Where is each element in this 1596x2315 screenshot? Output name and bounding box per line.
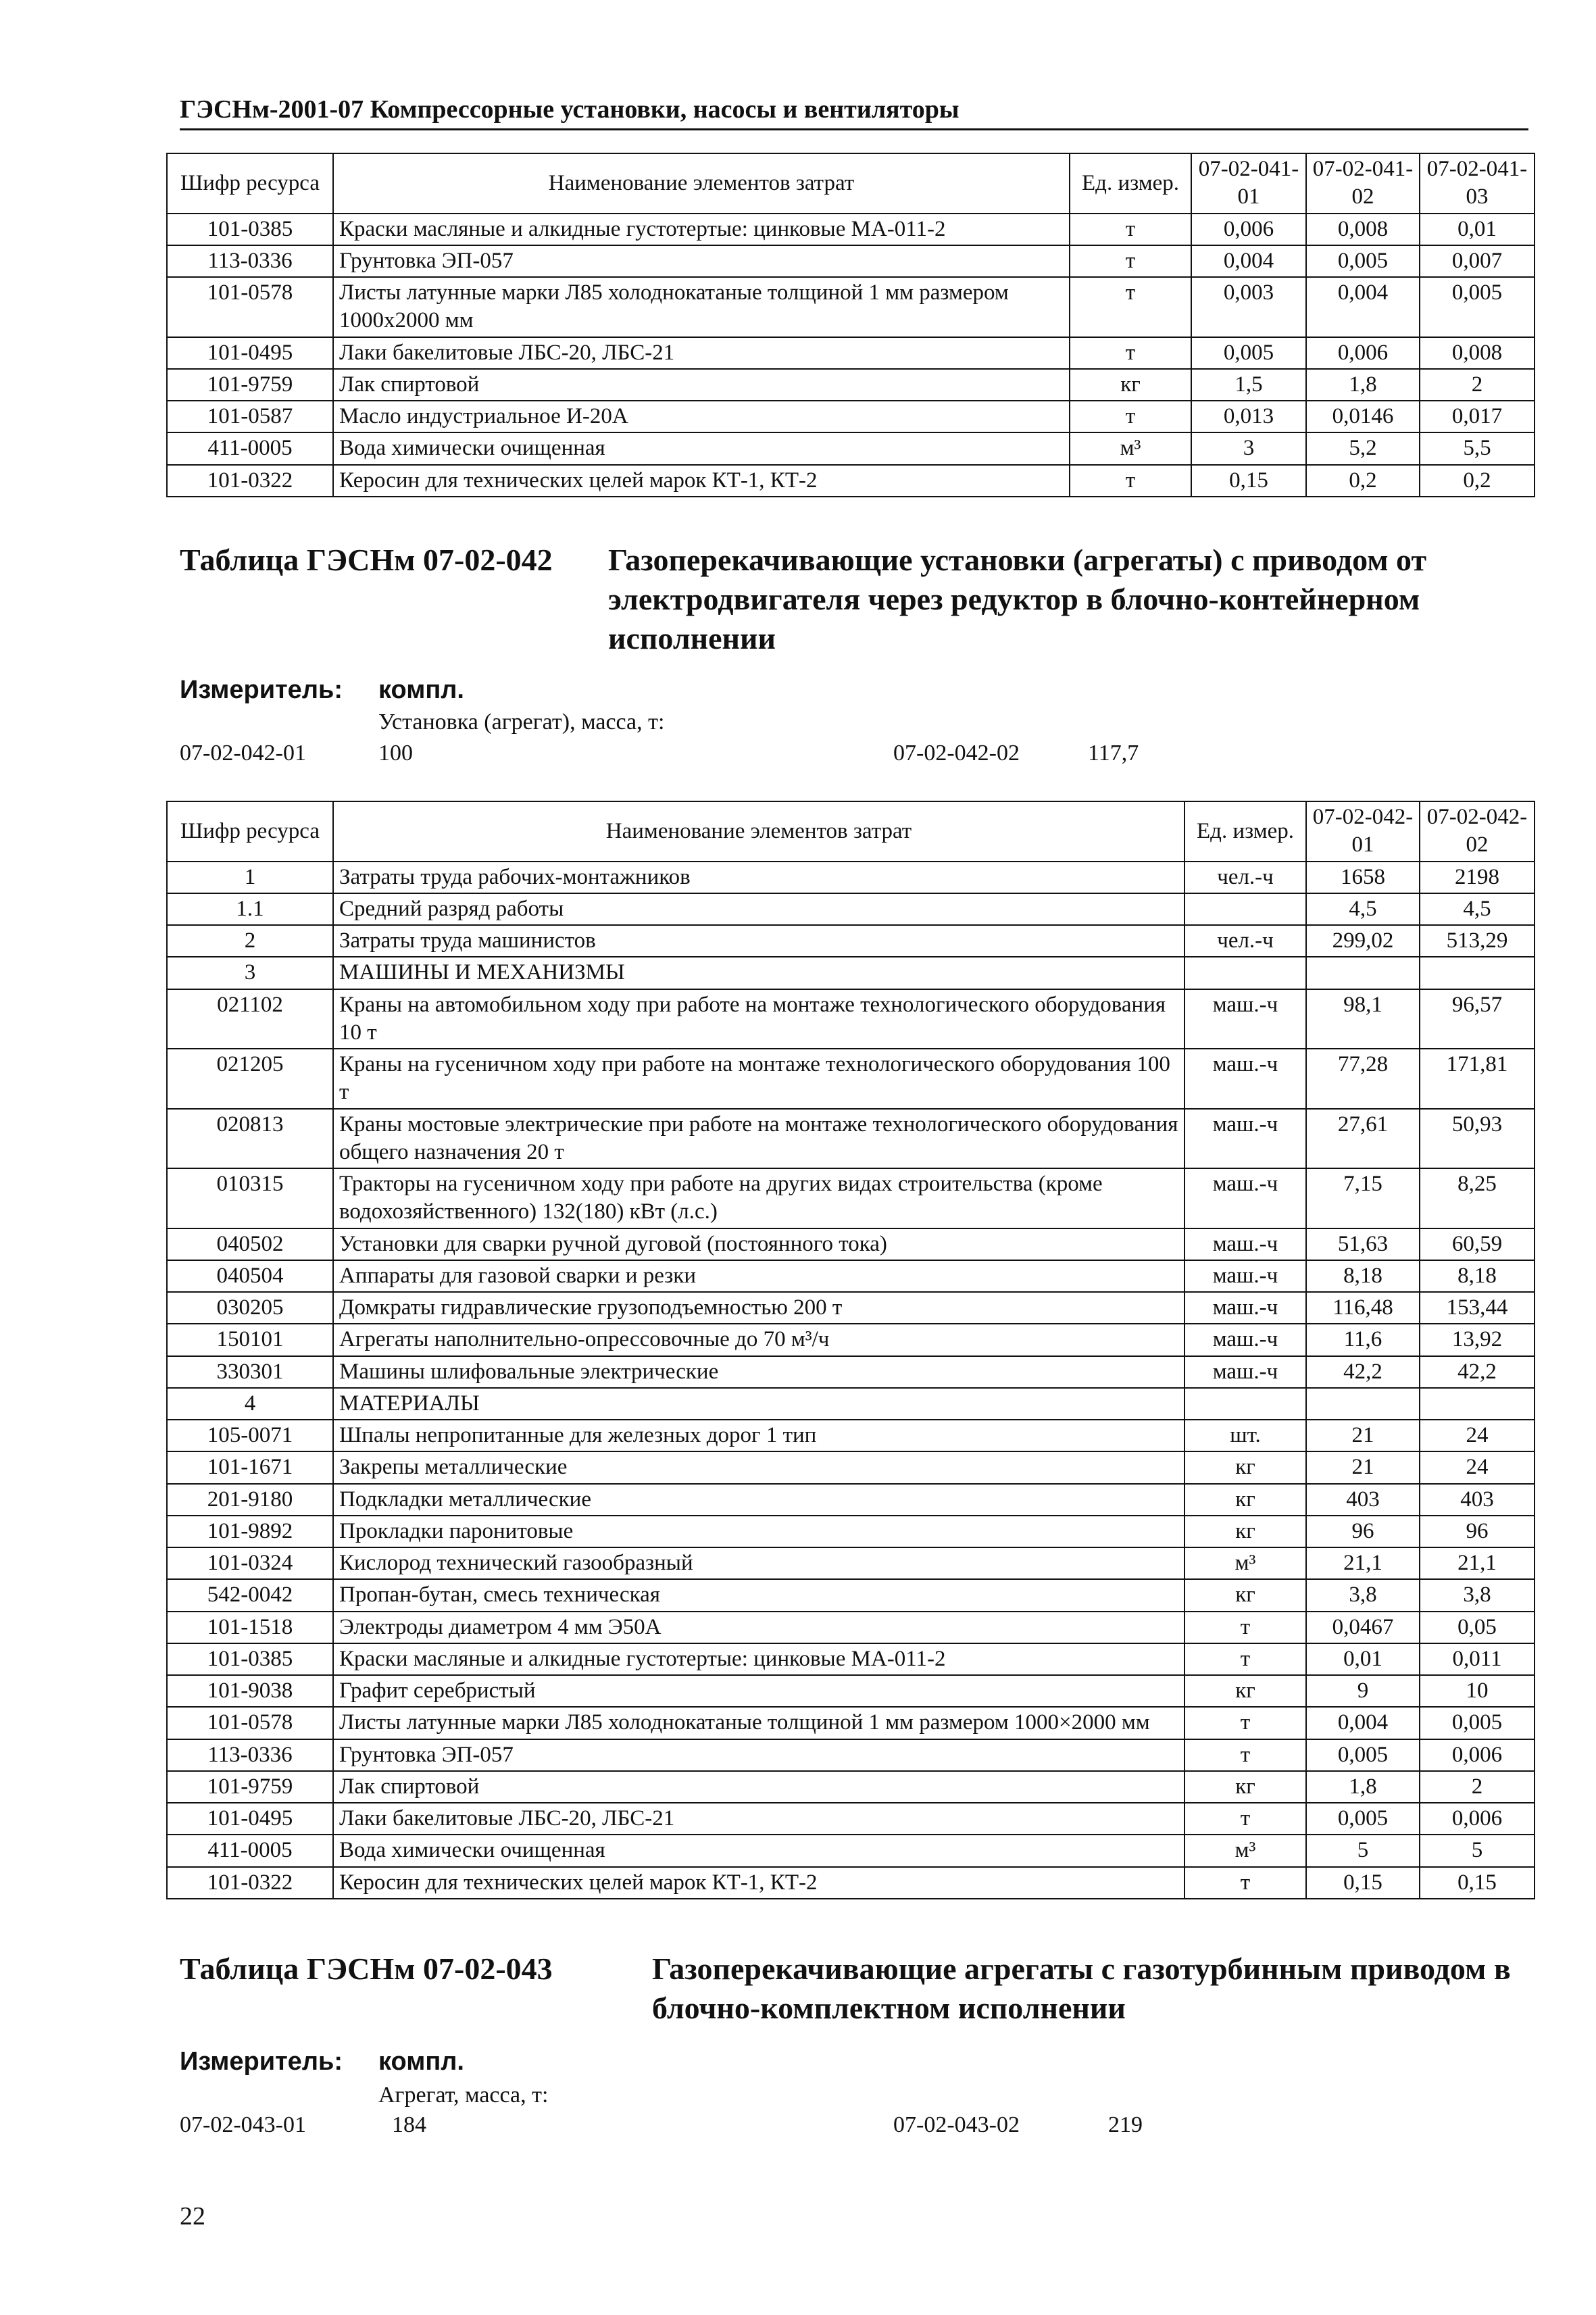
cost-element-name: Лаки бакелитовые ЛБС-20, ЛБС-21 bbox=[333, 337, 1070, 369]
table-row bbox=[167, 1292, 1535, 1324]
resource-code: 150101 bbox=[167, 1324, 333, 1355]
cost-element-name: Вода химически очищенная bbox=[333, 1835, 1184, 1866]
value-cell: 0,01 bbox=[1306, 1643, 1420, 1675]
value-cell: 42,2 bbox=[1306, 1356, 1420, 1388]
value-cell bbox=[1306, 1388, 1420, 1420]
value-cell: 96 bbox=[1306, 1516, 1420, 1547]
value-cell: 5 bbox=[1420, 1835, 1535, 1866]
value-cell: 153,44 bbox=[1420, 1292, 1535, 1324]
table-row bbox=[167, 432, 1535, 464]
value-cell: 60,59 bbox=[1420, 1228, 1535, 1260]
value-cell: 21 bbox=[1306, 1451, 1420, 1483]
resource-code: 4 bbox=[167, 1388, 333, 1420]
unit-cell: м³ bbox=[1070, 432, 1191, 464]
column-header: 07-02-041-03 bbox=[1420, 153, 1535, 214]
column-header: 07-02-041-02 bbox=[1306, 153, 1420, 214]
table-row bbox=[167, 1675, 1535, 1707]
value-cell: 3,8 bbox=[1420, 1579, 1535, 1611]
value-cell: 5 bbox=[1306, 1835, 1420, 1866]
resource-code: 101-1671 bbox=[167, 1451, 333, 1483]
code-043-02: 07-02-043-02 bbox=[893, 2112, 1020, 2137]
resource-code: 010315 bbox=[167, 1168, 333, 1228]
value-cell: 0,013 bbox=[1191, 401, 1306, 432]
value-cell: 0,004 bbox=[1306, 277, 1420, 337]
value-cell: 1,8 bbox=[1306, 1771, 1420, 1803]
cost-element-name: Установки для сварки ручной дуговой (постоянного тока) bbox=[333, 1228, 1184, 1260]
value-cell: 10 bbox=[1420, 1675, 1535, 1707]
table-row bbox=[167, 925, 1535, 957]
unit-cell: маш.-ч bbox=[1184, 1228, 1306, 1260]
value-cell: 0,15 bbox=[1420, 1867, 1535, 1899]
value-cell: 0,005 bbox=[1420, 1707, 1535, 1739]
resource-code: 040504 bbox=[167, 1260, 333, 1292]
table-row bbox=[167, 1835, 1535, 1866]
unit-cell: т bbox=[1184, 1739, 1306, 1771]
meter-value: компл. bbox=[378, 2047, 464, 2076]
table-row bbox=[167, 1260, 1535, 1292]
table-row bbox=[167, 862, 1535, 893]
unit-cell: т bbox=[1070, 277, 1191, 337]
cost-element-name: Керосин для технических целей марок КТ-1, КТ-2 bbox=[333, 465, 1070, 497]
value-cell: 2198 bbox=[1420, 862, 1535, 893]
value-cell: 0,006 bbox=[1420, 1739, 1535, 1771]
value-cell: 0,05 bbox=[1420, 1612, 1535, 1643]
resource-code: 1.1 bbox=[167, 893, 333, 925]
value-cell: 21,1 bbox=[1420, 1547, 1535, 1579]
cost-element-name: Подкладки металлические bbox=[333, 1484, 1184, 1516]
value-cell: 8,25 bbox=[1420, 1168, 1535, 1228]
value-cell: 0,0467 bbox=[1306, 1612, 1420, 1643]
unit-cell: кг bbox=[1184, 1579, 1306, 1611]
table-row bbox=[167, 277, 1535, 337]
table-row bbox=[167, 245, 1535, 277]
value-cell: 0,017 bbox=[1420, 401, 1535, 432]
column-header: Шифр ресурса bbox=[167, 153, 333, 214]
value-cell: 5,2 bbox=[1306, 432, 1420, 464]
value-cell bbox=[1306, 957, 1420, 989]
unit-cell bbox=[1184, 957, 1306, 989]
unit-cell bbox=[1184, 1388, 1306, 1420]
cost-element-name: Лак спиртовой bbox=[333, 1771, 1184, 1803]
value-cell: 1,8 bbox=[1306, 369, 1420, 401]
value-cell: 116,48 bbox=[1306, 1292, 1420, 1324]
resource-code: 101-1518 bbox=[167, 1612, 333, 1643]
table-header-row bbox=[167, 153, 1535, 214]
table-row bbox=[167, 893, 1535, 925]
table-row bbox=[167, 1324, 1535, 1355]
value-cell: 171,81 bbox=[1420, 1049, 1535, 1109]
resource-code: 101-0495 bbox=[167, 1803, 333, 1835]
unit-cell bbox=[1184, 893, 1306, 925]
resource-code: 101-9892 bbox=[167, 1516, 333, 1547]
cost-element-name: Листы латунные марки Л85 холоднокатаные толщиной 1 мм размером 1000×2000 мм bbox=[333, 1707, 1184, 1739]
value-cell: 24 bbox=[1420, 1420, 1535, 1451]
value-cell: 0,005 bbox=[1306, 1803, 1420, 1835]
resource-code: 030205 bbox=[167, 1292, 333, 1324]
resource-code: 105-0071 bbox=[167, 1420, 333, 1451]
cost-element-name: Тракторы на гусеничном ходу при работе на других видах строительства (кроме водохозяйственного) 132(180) кВт (л.с.) bbox=[333, 1168, 1184, 1228]
meter-label: Измеритель: bbox=[180, 2047, 343, 2076]
value-cell: 9 bbox=[1306, 1675, 1420, 1707]
column-header: Наименование элементов затрат bbox=[333, 153, 1070, 214]
cost-element-name: Затраты труда рабочих-монтажников bbox=[333, 862, 1184, 893]
table-row bbox=[167, 465, 1535, 497]
value-cell: 4,5 bbox=[1306, 893, 1420, 925]
value-cell: 13,92 bbox=[1420, 1324, 1535, 1355]
resource-code: 2 bbox=[167, 925, 333, 957]
cost-element-name: Домкраты гидравлические грузоподъемностью 200 т bbox=[333, 1292, 1184, 1324]
table-row bbox=[167, 1612, 1535, 1643]
unit-cell: т bbox=[1070, 337, 1191, 369]
table-row bbox=[167, 369, 1535, 401]
cost-element-name: Закрепы металлические bbox=[333, 1451, 1184, 1483]
value-cell: 299,02 bbox=[1306, 925, 1420, 957]
value-cell: 0,004 bbox=[1306, 1707, 1420, 1739]
resource-code: 101-9759 bbox=[167, 1771, 333, 1803]
table-row bbox=[167, 214, 1535, 245]
value-cell: 4,5 bbox=[1420, 893, 1535, 925]
cost-element-name: Краны на гусеничном ходу при работе на монтаже технологического оборудования 100 т bbox=[333, 1049, 1184, 1109]
cost-element-name: Графит серебристый bbox=[333, 1675, 1184, 1707]
table-header-row bbox=[167, 801, 1535, 862]
unit-cell: чел.-ч bbox=[1184, 925, 1306, 957]
value-cell: 1,5 bbox=[1191, 369, 1306, 401]
resource-code: 101-0324 bbox=[167, 1547, 333, 1579]
value-cell: 27,61 bbox=[1306, 1109, 1420, 1169]
unit-cell: чел.-ч bbox=[1184, 862, 1306, 893]
value-cell: 0,008 bbox=[1420, 337, 1535, 369]
value-cell: 0,006 bbox=[1306, 337, 1420, 369]
unit-cell: т bbox=[1184, 1803, 1306, 1835]
value-cell: 403 bbox=[1420, 1484, 1535, 1516]
unit-cell: кг bbox=[1184, 1675, 1306, 1707]
table-row bbox=[167, 1771, 1535, 1803]
mass-subtitle: Установка (агрегат), масса, т: bbox=[378, 710, 665, 735]
resource-code: 021102 bbox=[167, 989, 333, 1049]
cost-element-name: Электроды диаметром 4 мм Э50А bbox=[333, 1612, 1184, 1643]
unit-cell: маш.-ч bbox=[1184, 1260, 1306, 1292]
resource-code: 101-0385 bbox=[167, 214, 333, 245]
cost-element-name: Машины шлифовальные электрические bbox=[333, 1356, 1184, 1388]
cost-element-name: Средний разряд работы bbox=[333, 893, 1184, 925]
value-cell: 21 bbox=[1306, 1420, 1420, 1451]
value-cell: 0,008 bbox=[1306, 214, 1420, 245]
unit-cell: т bbox=[1184, 1643, 1306, 1675]
table-title-043: Газоперекачивающие агрегаты с газотурбинным приводом в блочно-комплектном исполнении bbox=[652, 1951, 1511, 2025]
resource-code: 201-9180 bbox=[167, 1484, 333, 1516]
resource-code: 101-0587 bbox=[167, 401, 333, 432]
table-row bbox=[167, 957, 1535, 989]
resource-code: 101-0385 bbox=[167, 1643, 333, 1675]
page-number: 22 bbox=[180, 2202, 205, 2231]
unit-cell: т bbox=[1184, 1612, 1306, 1643]
value-cell: 7,15 bbox=[1306, 1168, 1420, 1228]
value-cell bbox=[1420, 1388, 1535, 1420]
table-row bbox=[167, 1707, 1535, 1739]
unit-cell: кг bbox=[1184, 1484, 1306, 1516]
column-header: 07-02-042-01 bbox=[1306, 801, 1420, 862]
value-cell: 0,011 bbox=[1420, 1643, 1535, 1675]
resource-code: 101-0322 bbox=[167, 465, 333, 497]
value-cell: 42,2 bbox=[1420, 1356, 1535, 1388]
table-row bbox=[167, 1739, 1535, 1771]
column-header: Ед. измер. bbox=[1184, 801, 1306, 862]
table-row bbox=[167, 1356, 1535, 1388]
table-title-042: Газоперекачивающие установки (агрегаты) с приводом от электродвигателя через редуктор в блочно-контейнерном исполнении bbox=[608, 543, 1427, 655]
table-row bbox=[167, 1168, 1535, 1228]
table-row bbox=[167, 1516, 1535, 1547]
cost-element-name: Краны мостовые электрические при работе на монтаже технологического оборудования общего назначения 20 т bbox=[333, 1109, 1184, 1169]
unit-cell: маш.-ч bbox=[1184, 989, 1306, 1049]
cost-element-name: Кислород технический газообразный bbox=[333, 1547, 1184, 1579]
value-cell: 1658 bbox=[1306, 862, 1420, 893]
table-row bbox=[167, 1867, 1535, 1899]
unit-cell: маш.-ч bbox=[1184, 1356, 1306, 1388]
code-042-02: 07-02-042-02 bbox=[893, 741, 1020, 766]
resource-code: 101-0578 bbox=[167, 1707, 333, 1739]
cost-element-name: МАТЕРИАЛЫ bbox=[333, 1388, 1184, 1420]
value-cell: 0,005 bbox=[1306, 1739, 1420, 1771]
unit-cell: т bbox=[1184, 1707, 1306, 1739]
value-cell: 0,006 bbox=[1191, 214, 1306, 245]
value-cell: 51,63 bbox=[1306, 1228, 1420, 1260]
value-cell: 513,29 bbox=[1420, 925, 1535, 957]
unit-cell: кг bbox=[1184, 1516, 1306, 1547]
code-042-01: 07-02-042-01 bbox=[180, 741, 306, 766]
meter-label: Измеритель: bbox=[180, 676, 343, 704]
column-header: Ед. измер. bbox=[1070, 153, 1191, 214]
resource-code: 101-0322 bbox=[167, 1867, 333, 1899]
value-cell: 0,004 bbox=[1191, 245, 1306, 277]
resource-code: 101-9759 bbox=[167, 369, 333, 401]
value-cell: 0,005 bbox=[1306, 245, 1420, 277]
table-row bbox=[167, 1484, 1535, 1516]
column-header: Наименование элементов затрат bbox=[333, 801, 1184, 862]
unit-cell: кг bbox=[1070, 369, 1191, 401]
value-cell: 403 bbox=[1306, 1484, 1420, 1516]
value-cell: 8,18 bbox=[1420, 1260, 1535, 1292]
table-row bbox=[167, 1420, 1535, 1451]
table-row bbox=[167, 1451, 1535, 1483]
cost-element-name: Пропан-бутан, смесь техническая bbox=[333, 1579, 1184, 1611]
table-row bbox=[167, 1049, 1535, 1109]
value-cell: 2 bbox=[1420, 1771, 1535, 1803]
resource-code: 113-0336 bbox=[167, 1739, 333, 1771]
table-label-043: Таблица ГЭСНм 07-02-043 bbox=[180, 1951, 553, 1986]
unit-cell: т bbox=[1070, 245, 1191, 277]
table-row bbox=[167, 1547, 1535, 1579]
table-row bbox=[167, 989, 1535, 1049]
value-cell: 2 bbox=[1420, 369, 1535, 401]
unit-cell: маш.-ч bbox=[1184, 1109, 1306, 1169]
resource-code: 101-9038 bbox=[167, 1675, 333, 1707]
cost-element-name: Листы латунные марки Л85 холоднокатаные толщиной 1 мм размером 1000х2000 мм bbox=[333, 277, 1070, 337]
cost-element-name: МАШИНЫ И МЕХАНИЗМЫ bbox=[333, 957, 1184, 989]
table-label-042: Таблица ГЭСНм 07-02-042 bbox=[180, 543, 553, 577]
unit-cell: т bbox=[1184, 1867, 1306, 1899]
value-cell: 77,28 bbox=[1306, 1049, 1420, 1109]
table-row bbox=[167, 1228, 1535, 1260]
cost-element-name: Керосин для технических целей марок КТ-1, КТ-2 bbox=[333, 1867, 1184, 1899]
table-row bbox=[167, 1803, 1535, 1835]
cost-element-name: Краны на автомобильном ходу при работе на монтаже технологического оборудования 10 т bbox=[333, 989, 1184, 1049]
column-header: Шифр ресурса bbox=[167, 801, 333, 862]
unit-cell: маш.-ч bbox=[1184, 1168, 1306, 1228]
column-header: 07-02-041-01 bbox=[1191, 153, 1306, 214]
cost-element-name: Шпалы непропитанные для железных дорог 1 тип bbox=[333, 1420, 1184, 1451]
value-cell: 21,1 bbox=[1306, 1547, 1420, 1579]
cost-element-name: Аппараты для газовой сварки и резки bbox=[333, 1260, 1184, 1292]
value-cell: 5,5 bbox=[1420, 432, 1535, 464]
value-042-01: 100 bbox=[378, 741, 413, 766]
cost-element-name: Агрегаты наполнительно-опрессовочные до 70 м³/ч bbox=[333, 1324, 1184, 1355]
cost-element-name: Лаки бакелитовые ЛБС-20, ЛБС-21 bbox=[333, 1803, 1184, 1835]
value-043-02: 219 bbox=[1108, 2112, 1143, 2137]
value-cell: 0,15 bbox=[1306, 1867, 1420, 1899]
value-cell: 0,01 bbox=[1420, 214, 1535, 245]
table-row bbox=[167, 401, 1535, 432]
code-043-01: 07-02-043-01 bbox=[180, 2112, 306, 2137]
value-cell: 96 bbox=[1420, 1516, 1535, 1547]
value-cell: 3,8 bbox=[1306, 1579, 1420, 1611]
value-042-02: 117,7 bbox=[1088, 741, 1139, 766]
resource-code: 3 bbox=[167, 957, 333, 989]
table-07-02-042 bbox=[166, 801, 1535, 1899]
cost-element-name: Затраты труда машинистов bbox=[333, 925, 1184, 957]
value-cell: 0,005 bbox=[1191, 337, 1306, 369]
unit-cell: т bbox=[1070, 214, 1191, 245]
cost-element-name: Прокладки паронитовые bbox=[333, 1516, 1184, 1547]
value-cell bbox=[1420, 957, 1535, 989]
value-cell: 0,15 bbox=[1191, 465, 1306, 497]
value-cell: 0,2 bbox=[1306, 465, 1420, 497]
value-cell: 98,1 bbox=[1306, 989, 1420, 1049]
value-cell: 50,93 bbox=[1420, 1109, 1535, 1169]
value-cell: 96,57 bbox=[1420, 989, 1535, 1049]
cost-element-name: Грунтовка ЭП-057 bbox=[333, 245, 1070, 277]
value-cell: 0,2 bbox=[1420, 465, 1535, 497]
resource-code: 542-0042 bbox=[167, 1579, 333, 1611]
resource-code: 411-0005 bbox=[167, 1835, 333, 1866]
unit-cell: маш.-ч bbox=[1184, 1049, 1306, 1109]
unit-cell: кг bbox=[1184, 1771, 1306, 1803]
value-cell: 0,006 bbox=[1420, 1803, 1535, 1835]
resource-code: 020813 bbox=[167, 1109, 333, 1169]
resource-code: 113-0336 bbox=[167, 245, 333, 277]
table-row bbox=[167, 1579, 1535, 1611]
value-cell: 3 bbox=[1191, 432, 1306, 464]
cost-element-name: Вода химически очищенная bbox=[333, 432, 1070, 464]
cost-element-name: Лак спиртовой bbox=[333, 369, 1070, 401]
resource-code: 040502 bbox=[167, 1228, 333, 1260]
resource-code: 101-0578 bbox=[167, 277, 333, 337]
resource-code: 411-0005 bbox=[167, 432, 333, 464]
cost-element-name: Грунтовка ЭП-057 bbox=[333, 1739, 1184, 1771]
resource-code: 021205 bbox=[167, 1049, 333, 1109]
table-07-02-041 bbox=[166, 153, 1535, 497]
table-row bbox=[167, 1388, 1535, 1420]
meter-value: компл. bbox=[378, 676, 464, 704]
value-cell: 0,0146 bbox=[1306, 401, 1420, 432]
value-cell: 0,005 bbox=[1420, 277, 1535, 337]
resource-code: 101-0495 bbox=[167, 337, 333, 369]
unit-cell: шт. bbox=[1184, 1420, 1306, 1451]
value-cell: 8,18 bbox=[1306, 1260, 1420, 1292]
unit-cell: м³ bbox=[1184, 1547, 1306, 1579]
table-row bbox=[167, 1643, 1535, 1675]
unit-cell: м³ bbox=[1184, 1835, 1306, 1866]
value-cell: 0,007 bbox=[1420, 245, 1535, 277]
value-043-01: 184 bbox=[392, 2112, 426, 2137]
unit-cell: маш.-ч bbox=[1184, 1292, 1306, 1324]
value-cell: 0,003 bbox=[1191, 277, 1306, 337]
column-header: 07-02-042-02 bbox=[1420, 801, 1535, 862]
unit-cell: т bbox=[1070, 465, 1191, 497]
value-cell: 11,6 bbox=[1306, 1324, 1420, 1355]
cost-element-name: Краски масляные и алкидные густотертые: цинковые МА-011-2 bbox=[333, 214, 1070, 245]
mass-subtitle: Агрегат, масса, т: bbox=[378, 2083, 549, 2108]
cost-element-name: Масло индустриальное И-20А bbox=[333, 401, 1070, 432]
page-header: ГЭСНм-2001-07 Компрессорные установки, насосы и вентиляторы bbox=[180, 95, 1528, 130]
resource-code: 330301 bbox=[167, 1356, 333, 1388]
table-row bbox=[167, 1109, 1535, 1169]
cost-element-name: Краски масляные и алкидные густотертые: цинковые МА-011-2 bbox=[333, 1643, 1184, 1675]
unit-cell: маш.-ч bbox=[1184, 1324, 1306, 1355]
resource-code: 1 bbox=[167, 862, 333, 893]
unit-cell: т bbox=[1070, 401, 1191, 432]
unit-cell: кг bbox=[1184, 1451, 1306, 1483]
table-row bbox=[167, 337, 1535, 369]
value-cell: 24 bbox=[1420, 1451, 1535, 1483]
